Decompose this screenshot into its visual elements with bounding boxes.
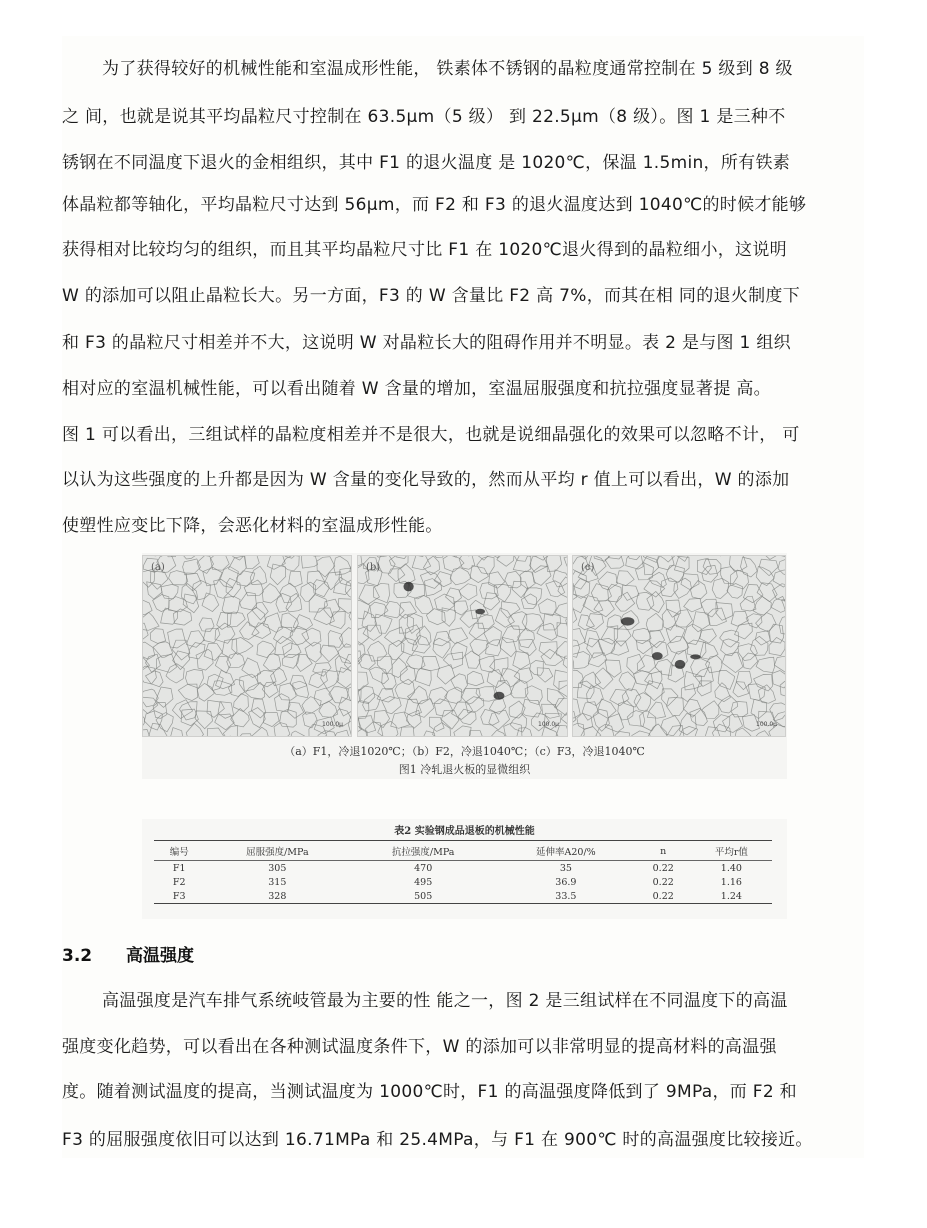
grain-structure-image: [143, 556, 351, 736]
section-number: 3.2: [62, 946, 93, 966]
section-heading: [62, 941, 194, 966]
table-cell: F1: [172, 863, 186, 874]
text-line: 为了获得较好的机械性能和室温成形性能， 铁素体不锈钢的晶粒度通常控制在 5 级到 8 级: [102, 59, 793, 79]
scale-bar-label: 100.0µ: [322, 721, 343, 728]
table-cell: 315: [268, 877, 287, 888]
text-line: F3 的屈服强度依旧可以达到 16.71MPa 和 25.4MPa，与 F1 在 900℃ 时的高温强度比较接近。: [62, 1130, 813, 1150]
table-cell: 328: [204, 889, 350, 904]
grain-structure-image: [358, 556, 567, 736]
text-line: 体晶粒都等轴化，平均晶粒尺寸达到 56μm，而 F2 和 F3 的退火温度达到 1040℃的时候才能够: [62, 195, 807, 215]
data-table: [154, 840, 772, 904]
column-header: 抗拉强度/MPa: [350, 841, 496, 861]
panel-label: (a): [151, 562, 165, 573]
table-row: [154, 889, 772, 904]
table-mechanical-properties: [142, 819, 787, 919]
column-header: 平均r值: [691, 841, 772, 861]
table-cell: 305: [268, 863, 287, 874]
table-cell: F3: [154, 889, 204, 904]
text-line: 使塑性应变比下降，会恶化材料的室温成形性能。: [62, 516, 443, 536]
text-line: 获得相对比较均匀的组织，而且其平均晶粒尺寸比 F1 在 1020℃退火得到的晶粒细小，这说明: [62, 240, 787, 260]
table-caption: 表2 实验钢成品退板的机械性能: [394, 826, 535, 837]
figure-microstructure: [142, 553, 787, 779]
table-cell: 505: [350, 889, 496, 904]
table-cell: F2: [172, 877, 186, 888]
column-header: 屈服强度/MPa: [204, 841, 350, 861]
grain-structure-image: [573, 556, 785, 736]
table-cell: 1.40: [720, 863, 742, 874]
text-line: 高温强度是汽车排气系统岐管最为主要的性 能之一，图 2 是三组试样在不同温度下的高温: [102, 991, 788, 1011]
text-line: 和 F3 的晶粒尺寸相差并不大，这说明 W 对晶粒长大的阻碍作用并不明显。表 2 是与图 1 组织: [62, 333, 791, 353]
table-cell: 0.22: [652, 863, 674, 874]
text-line: W 的添加可以阻止晶粒长大。另一方面，F3 的 W 含量比 F2 高 7%，而其在相 同的退火制度下: [62, 286, 801, 306]
text-line: 之 间，也就是说其平均晶粒尺寸控制在 63.5μm（5 级） 到 22.5μm（8 级）。图 1 是三种不: [62, 107, 786, 127]
table-row: [154, 861, 772, 876]
micrograph-panel-c: [572, 555, 786, 737]
table-cell: 470: [414, 863, 433, 874]
table-cell: 36.9: [555, 877, 577, 888]
table-cell: 33.5: [496, 889, 636, 904]
figure-caption: 图1 冷轧退火板的显微组织: [398, 763, 531, 776]
text-line: 强度变化趋势，可以看出在各种测试温度条件下，W 的添加可以非常明显的提高材料的高温强: [62, 1037, 777, 1057]
text-line: 相对应的室温机械性能，可以看出随着 W 含量的增加，室温屈服强度和抗拉强度显著提 高。: [62, 379, 771, 399]
section-title: 高温强度: [126, 946, 194, 966]
scale-bar-label: 100.0µ: [538, 721, 559, 728]
panel-label: (c): [581, 562, 595, 573]
table-cell: 1.24: [691, 889, 772, 904]
column-header: 编号: [154, 841, 204, 861]
column-header: n: [636, 841, 691, 861]
table-cell: 0.22: [636, 889, 691, 904]
panel-label: (b): [366, 562, 381, 573]
table-cell: 1.16: [720, 877, 742, 888]
text-line: 图 1 可以看出，三组试样的晶粒度相差并不是很大，也就是说细晶强化的效果可以忽略不计， 可: [62, 425, 800, 445]
figure-subcaption: （a）F1，冷退1020℃；（b）F2，冷退1040℃；（c）F3，冷退1040℃: [284, 745, 645, 758]
table-cell: 0.22: [652, 877, 674, 888]
micrograph-panel-b: [357, 555, 568, 737]
table-cell: 35: [559, 863, 572, 874]
table-header-row: [154, 841, 772, 861]
table-row: [154, 875, 772, 889]
table-cell: 495: [414, 877, 433, 888]
text-line: 锈钢在不同温度下退火的金相组织，其中 F1 的退火温度 是 1020℃，保温 1.5min，所有铁素: [62, 153, 791, 173]
text-line: 以认为这些强度的上升都是因为 W 含量的变化导致的，然而从平均 r 值上可以看出，W 的添加: [62, 470, 790, 490]
column-header: 延伸率A20/%: [496, 841, 636, 861]
micrograph-panel-a: [142, 555, 352, 737]
scale-bar-label: 100.0µ: [756, 721, 777, 728]
text-line: 度。随着测试温度的提高，当测试温度为 1000℃时，F1 的高温强度降低到了 9MPa，而 F2 和: [62, 1082, 797, 1102]
